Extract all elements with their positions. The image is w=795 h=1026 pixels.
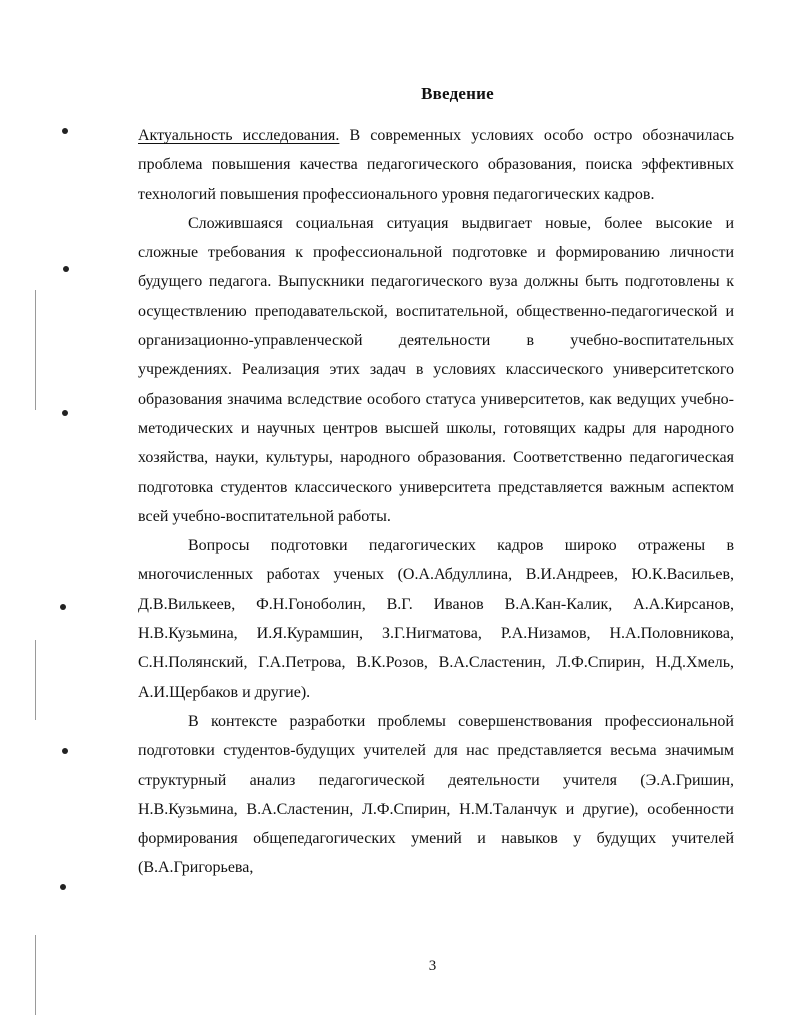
paragraph-relevance [138, 121, 734, 209]
page-title: Введение [421, 84, 494, 103]
paragraph-research-review: Вопросы подготовки педагогических кадров широко отражены в многочисленных работах ученых (О.А.Абдуллина, В.И.Андреев, Ю.К.Васильев, Д.В.Вилькеев, Ф.Н.Гоноболин, В.Г. Иванов В.А.Кан-Калик, А.А.Кирсанов, Н.В.Кузьмина, И.Я.Курамшин, З.Г.Нигматова, Р.А.Низамов, Н.А.Половникова, С.Н.Полянский, Г.А.Петрова, В.К.Розов, В.А.Сластенин, Л.Ф.Спирин, Н.Д.Хмель, А.И.Щербаков и другие). [138, 537, 734, 701]
relevance-text: В современных условиях особо остро обозначилась проблема повышения качества педагогического образования, поиска эффективных технологий повышения профессионального уровня педагогических кадров. [138, 127, 735, 203]
paragraph-social-situation: Сложившаяся социальная ситуация выдвигает новые, более высокие и сложные требования к профессиональной подготовке и формированию личности будущего педагога. Выпускники педагогического вуза должны быть подготовлены к осуществлению преподавательской, воспитательной, общественно-педагогической и организационно-управленческой деятельности в учебно-воспитательных учреждениях. Реализация этих задач в условиях классического университетского образования значима вследствие особого статуса университетов, как ведущих учебно-методических и научных центров высшей школы, готовящих кадры для народного хозяйства, науки, культуры, народного образования. Соответственно педагогическая подготовка студентов классического университета представляется важным аспектом всей учебно-воспитательной работы. [138, 214, 734, 525]
body-text [138, 121, 734, 883]
margin-mark [62, 128, 68, 134]
margin-line [35, 640, 36, 720]
paragraph-context: В контексте разработки проблемы совершенствования профессиональной подготовки студентов-будущих учителей для нас представляется весьма значимым структурный анализ педагогической деятельности учителя (Э.А.Гришин, Н.В.Кузьмина, В.А.Сластенин, Л.Ф.Спирин, Н.М.Таланчук и другие), особенности формирования общепедагогических умений и навыков у будущих учителей (В.А.Григорьева, [138, 712, 734, 877]
margin-line [35, 290, 36, 410]
margin-mark [62, 410, 68, 416]
margin-mark [63, 266, 69, 272]
margin-line [35, 935, 36, 1015]
margin-mark [60, 884, 66, 890]
page-number: 3 [428, 958, 437, 974]
margin-mark [60, 604, 66, 610]
margin-mark [62, 748, 68, 754]
relevance-heading: Актуальность исследования. [138, 127, 340, 144]
